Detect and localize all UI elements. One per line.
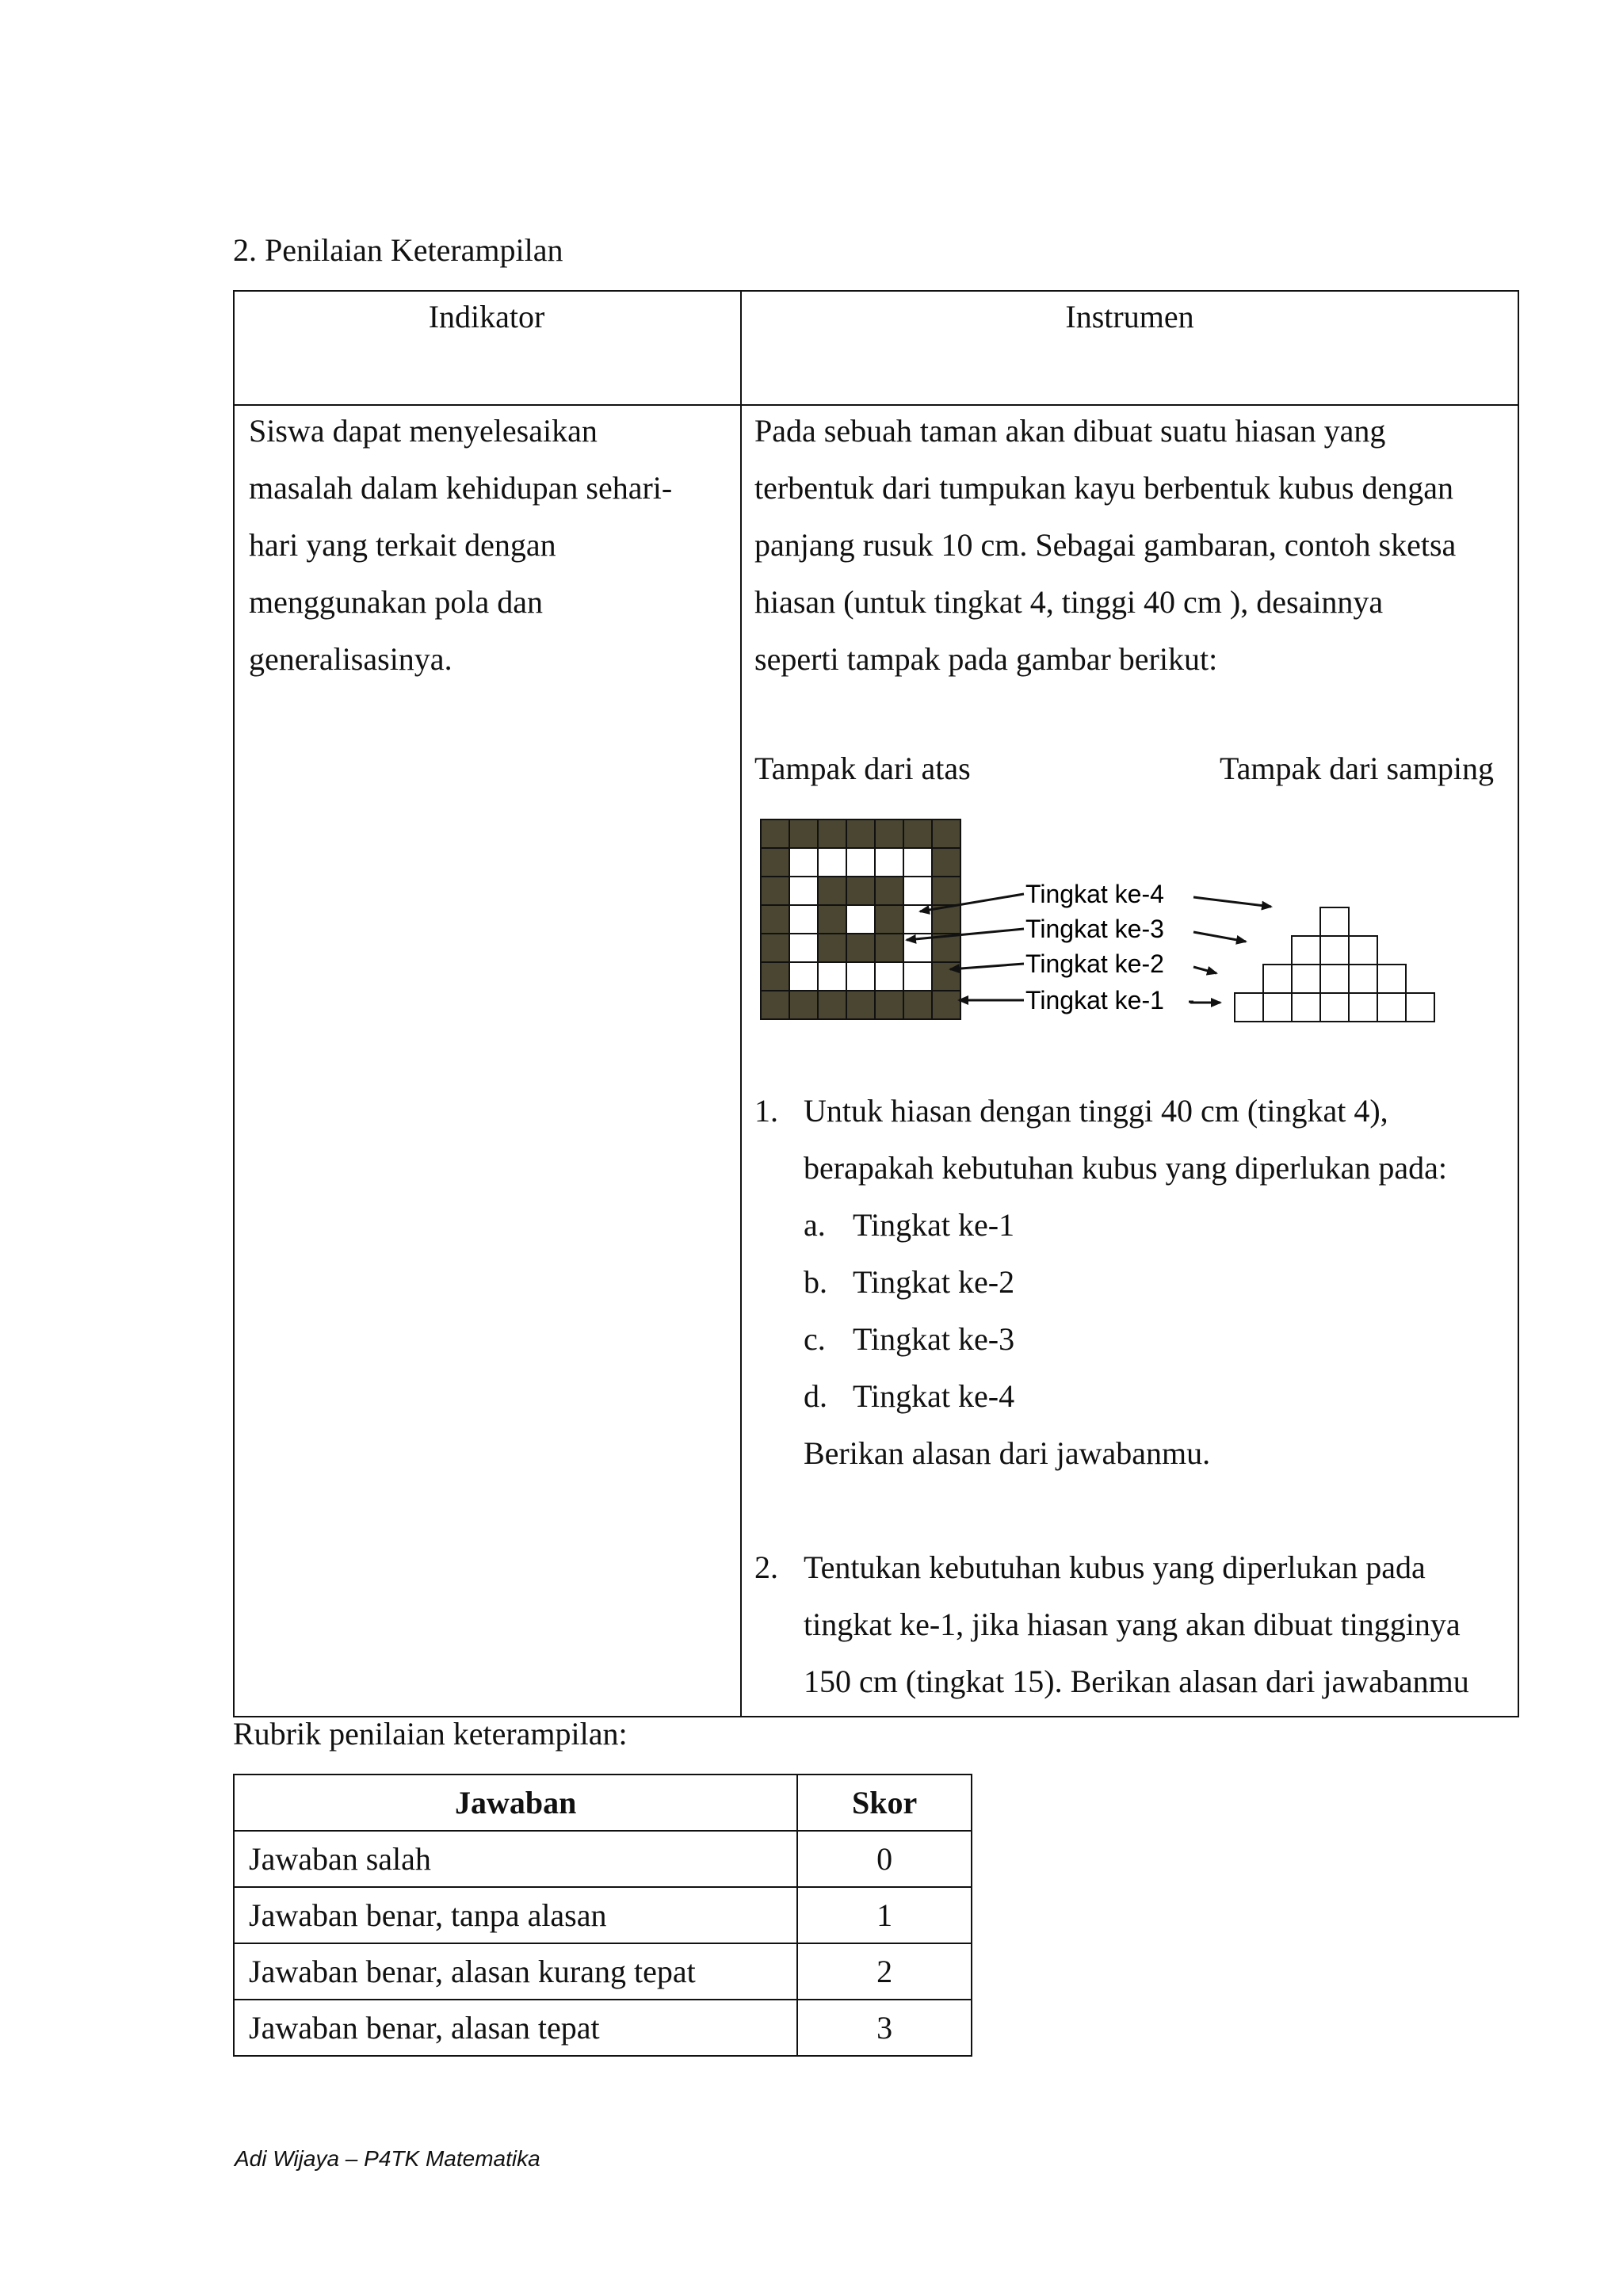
dark-cube-cell [903,819,932,848]
questions-list [754,1083,1515,1710]
indikator-line: hari yang terkait dengan [249,527,556,563]
dark-cube-cell [818,819,846,848]
rubric-score: 2 [797,1943,972,2000]
top-view-label: Tampak dari atas [754,751,971,786]
sub-question-letter: b. [804,1264,827,1300]
rubric-score: 1 [797,1887,972,1943]
side-view-label: Tampak dari samping [1220,751,1494,786]
instrumen-line: seperti tampak pada gambar berikut: [754,641,1218,677]
dark-cube-cell [818,905,846,934]
arrow-level-2-side [1193,967,1216,973]
side-cube-cell [1320,936,1349,965]
rubric-table [233,1774,972,2057]
dark-cube-cell [761,848,789,877]
question-1 [754,1083,1515,1197]
dark-cube-cell [761,877,789,905]
dark-cube-cell [932,848,960,877]
dark-cube-cell [875,905,903,934]
indikator-line: Siswa dapat menyelesaikan [249,413,598,449]
dark-cube-cell [875,934,903,962]
sub-question-d [754,1368,1515,1425]
side-view-staircase [1235,907,1434,1022]
sub-question-text: Tingkat ke-1 [853,1207,1015,1243]
table-row [234,2000,972,2056]
light-cube-cell [846,905,875,934]
dark-cube-cell [932,962,960,991]
sub-question-letter: c. [804,1321,826,1357]
dark-cube-cell [846,934,875,962]
sub-question-b [754,1254,1515,1311]
instrumen-intro [754,403,1507,688]
question-line: 150 cm (tingkat 15). Berikan alasan dari jawabanmu [804,1664,1469,1699]
side-cube-cell [1263,993,1292,1022]
question-line: Tentukan kebutuhan kubus yang diperlukan pada [804,1549,1426,1585]
rubric-title: Rubrik penilaian keterampilan: [233,1716,628,1752]
light-cube-cell [875,848,903,877]
page-footer: Adi Wijaya – P4TK Matematika [235,2146,540,2171]
dark-cube-cell [818,934,846,962]
top-view-grid [761,819,960,1019]
indikator-cell [249,403,724,688]
question-2 [754,1539,1515,1710]
side-cube-cell [1406,993,1434,1022]
question-number: 2. [754,1549,778,1585]
label-level-1: Tingkat ke-1 [1025,986,1164,1014]
sub-question-c [754,1311,1515,1368]
question-number: 1. [754,1093,778,1129]
header-instrumen: Instrumen [1065,299,1194,334]
side-cube-cell [1320,965,1349,993]
dark-cube-cell [761,934,789,962]
dark-cube-cell [761,991,789,1019]
indikator-line: generalisasinya. [249,641,453,677]
light-cube-cell [903,877,932,905]
instrumen-line: hiasan (untuk tingkat 4, tinggi 40 cm ), desainnya [754,584,1384,620]
rubric-answer: Jawaban benar, alasan kurang tepat [234,1943,797,2000]
light-cube-cell [846,848,875,877]
instrumen-line: Pada sebuah taman akan dibuat suatu hiasan yang [754,413,1386,449]
dark-cube-cell [818,991,846,1019]
table-border-right [1518,290,1519,1717]
rubric-header-row [234,1775,972,1831]
dark-cube-cell [846,991,875,1019]
rubric-header-jawaban: Jawaban [234,1775,797,1831]
rubric-answer: Jawaban salah [234,1831,797,1887]
light-cube-cell [818,962,846,991]
dark-cube-cell [846,877,875,905]
sub-question-text: Tingkat ke-4 [853,1378,1015,1414]
side-cube-cell [1349,936,1377,965]
dark-cube-cell [818,877,846,905]
sub-question-letter: a. [804,1207,826,1243]
sub-question-text: Tingkat ke-3 [853,1321,1015,1357]
assessment-table [233,290,1519,1717]
dark-cube-cell [932,877,960,905]
sub-question-letter: d. [804,1378,827,1414]
pattern-figure [748,813,1517,1051]
side-cube-cell [1349,993,1377,1022]
question-line: tingkat ke-1, jika hiasan yang akan dibuat tingginya [804,1606,1461,1642]
side-cube-cell [1349,965,1377,993]
dark-cube-cell [789,991,818,1019]
header-indikator: Indikator [428,299,545,334]
table-column-divider [740,290,742,1717]
light-cube-cell [789,934,818,962]
light-cube-cell [789,905,818,934]
side-cube-cell [1292,965,1320,993]
table-row [234,1831,972,1887]
light-cube-cell [789,848,818,877]
dark-cube-cell [875,991,903,1019]
dark-cube-cell [875,877,903,905]
side-cube-cell [1235,993,1263,1022]
arrow-level-4-side [1193,897,1271,907]
label-level-4: Tingkat ke-4 [1025,880,1164,908]
table-row [234,1887,972,1943]
rubric-answer: Jawaban benar, alasan tepat [234,2000,797,2056]
instrumen-line: panjang rusuk 10 cm. Sebagai gambaran, contoh sketsa [754,527,1457,563]
section-title: 2. Penilaian Keterampilan [233,232,563,268]
sub-question-text: Tingkat ke-2 [853,1264,1015,1300]
dark-cube-cell [903,991,932,1019]
side-cube-cell [1377,993,1406,1022]
arrow-level-3-side [1193,932,1246,942]
side-cube-cell [1263,965,1292,993]
rubric-score: 0 [797,1831,972,1887]
table-border-left [233,290,235,1717]
rubric-score: 3 [797,2000,972,2056]
dark-cube-cell [789,819,818,848]
side-cube-cell [1320,907,1349,936]
sub-question-a [754,1197,1515,1254]
dark-cube-cell [761,962,789,991]
light-cube-cell [903,848,932,877]
rubric-answer: Jawaban benar, tanpa alasan [234,1887,797,1943]
rubric-header-skor: Skor [797,1775,972,1831]
side-cube-cell [1377,965,1406,993]
light-cube-cell [846,962,875,991]
side-cube-cell [1292,993,1320,1022]
label-level-3: Tingkat ke-3 [1025,915,1164,943]
question-line: berapakah kebutuhan kubus yang diperlukan pada: [804,1150,1447,1186]
question-line: Untuk hiasan dengan tinggi 40 cm (tingkat 4), [804,1093,1388,1129]
dark-cube-cell [761,819,789,848]
dark-cube-cell [932,991,960,1019]
indikator-line: masalah dalam kehidupan sehari- [249,470,673,506]
instrumen-line: terbentuk dari tumpukan kayu berbentuk kubus dengan [754,470,1453,506]
light-cube-cell [789,962,818,991]
side-cube-cell [1320,993,1349,1022]
dark-cube-cell [932,819,960,848]
label-level-2: Tingkat ke-2 [1025,949,1164,978]
light-cube-cell [818,848,846,877]
side-cube-cell [1292,936,1320,965]
dark-cube-cell [846,819,875,848]
question-1-reason: Berikan alasan dari jawabanmu. [804,1435,1211,1471]
table-row [234,1943,972,2000]
dark-cube-cell [761,905,789,934]
light-cube-cell [789,877,818,905]
indikator-line: menggunakan pola dan [249,584,543,620]
light-cube-cell [875,962,903,991]
light-cube-cell [903,962,932,991]
dark-cube-cell [875,819,903,848]
